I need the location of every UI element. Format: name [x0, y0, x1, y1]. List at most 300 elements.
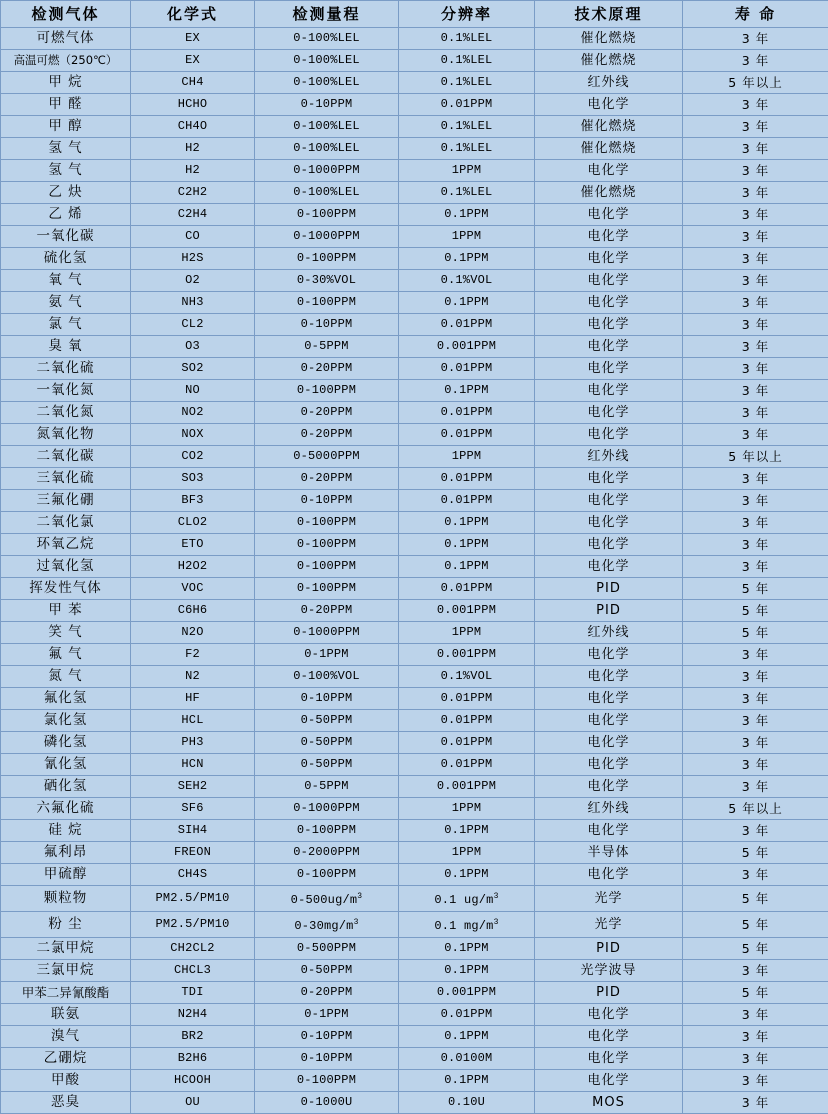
table-row: [1, 710, 828, 732]
cell-formula: HCN: [131, 754, 255, 776]
table-row: [1, 798, 828, 820]
cell-principle: 电化学: [535, 424, 683, 446]
cell-gas-name: 恶臭: [1, 1092, 131, 1114]
table-row: [1, 622, 828, 644]
table-row: [1, 1026, 828, 1048]
cell-range: 0-1PPM: [255, 1004, 399, 1026]
cell-gas-name: 硅 烷: [1, 820, 131, 842]
cell-formula: H2: [131, 160, 255, 182]
cell-principle: 电化学: [535, 534, 683, 556]
cell-lifetime: 3 年: [683, 864, 828, 886]
cell-gas-name: 甲 苯: [1, 600, 131, 622]
cell-range: 0-100%LEL: [255, 28, 399, 50]
cell-lifetime: 5 年: [683, 982, 828, 1004]
cell-range: 0-50PPM: [255, 754, 399, 776]
cell-principle: 电化学: [535, 776, 683, 798]
table-row: [1, 556, 828, 578]
table-row: [1, 960, 828, 982]
cell-principle: 电化学: [535, 1004, 683, 1026]
cell-gas-name: 三氯甲烷: [1, 960, 131, 982]
cell-formula: SO3: [131, 468, 255, 490]
cell-principle: 电化学: [535, 1026, 683, 1048]
cell-principle: 电化学: [535, 204, 683, 226]
cell-range: 0-10PPM: [255, 688, 399, 710]
table-row: [1, 534, 828, 556]
cell-lifetime: 3 年: [683, 28, 828, 50]
cell-resolution: 0.001PPM: [399, 776, 535, 798]
cell-principle: 电化学: [535, 732, 683, 754]
cell-gas-name: 一氧化氮: [1, 380, 131, 402]
cell-formula: H2S: [131, 248, 255, 270]
cell-formula: CH4O: [131, 116, 255, 138]
column-header-lifetime: 寿 命: [683, 1, 828, 28]
cell-principle: PID: [535, 600, 683, 622]
cell-gas-name: 颗粒物: [1, 886, 131, 912]
cell-lifetime: 3 年: [683, 1004, 828, 1026]
cell-principle: 电化学: [535, 490, 683, 512]
table-row: [1, 160, 828, 182]
cell-lifetime: 3 年: [683, 732, 828, 754]
cell-principle: 电化学: [535, 314, 683, 336]
cell-formula: HCL: [131, 710, 255, 732]
column-header-resolution: 分辨率: [399, 1, 535, 28]
cell-lifetime: 3 年: [683, 160, 828, 182]
cell-resolution: 0.1PPM: [399, 534, 535, 556]
cell-gas-name: 氢 气: [1, 138, 131, 160]
cell-gas-name: 硫化氢: [1, 248, 131, 270]
cell-gas-name: 氯化氢: [1, 710, 131, 732]
table-row: [1, 982, 828, 1004]
cell-formula: SEH2: [131, 776, 255, 798]
cell-principle: 电化学: [535, 864, 683, 886]
cell-formula: BR2: [131, 1026, 255, 1048]
table-row: [1, 666, 828, 688]
cell-lifetime: 3 年: [683, 248, 828, 270]
table-row: [1, 138, 828, 160]
cell-resolution: 0.1%LEL: [399, 182, 535, 204]
cell-principle: 电化学: [535, 248, 683, 270]
cell-formula: CO2: [131, 446, 255, 468]
cell-lifetime: 3 年: [683, 710, 828, 732]
cell-resolution: 0.1%VOL: [399, 270, 535, 292]
cell-resolution: 0.1PPM: [399, 864, 535, 886]
table-row: [1, 1004, 828, 1026]
table-row: [1, 116, 828, 138]
cell-gas-name: 三氧化硫: [1, 468, 131, 490]
table-row: [1, 380, 828, 402]
cell-resolution: 0.001PPM: [399, 644, 535, 666]
cell-range: 0-20PPM: [255, 402, 399, 424]
cell-resolution: 0.01PPM: [399, 732, 535, 754]
cell-lifetime: 3 年: [683, 688, 828, 710]
cell-range: 0-100PPM: [255, 1070, 399, 1092]
table-row: [1, 402, 828, 424]
cell-gas-name: 笑 气: [1, 622, 131, 644]
cell-formula: CO: [131, 226, 255, 248]
cell-lifetime: 3 年: [683, 94, 828, 116]
cell-lifetime: 3 年: [683, 314, 828, 336]
cell-principle: 催化燃烧: [535, 28, 683, 50]
table-row: [1, 490, 828, 512]
cell-formula: F2: [131, 644, 255, 666]
cell-lifetime: 3 年: [683, 138, 828, 160]
table-row: [1, 1070, 828, 1092]
cell-gas-name: 二氧化氯: [1, 512, 131, 534]
cell-formula: H2O2: [131, 556, 255, 578]
cell-principle: 催化燃烧: [535, 138, 683, 160]
cell-range: 0-1000PPM: [255, 160, 399, 182]
table-row: [1, 424, 828, 446]
table-row: [1, 1092, 828, 1114]
cell-formula: H2: [131, 138, 255, 160]
cell-principle: 电化学: [535, 292, 683, 314]
cell-lifetime: 3 年: [683, 424, 828, 446]
cell-formula: NH3: [131, 292, 255, 314]
cell-gas-name: 氟 气: [1, 644, 131, 666]
cell-principle: MOS: [535, 1092, 683, 1114]
cell-principle: 电化学: [535, 1048, 683, 1070]
cell-lifetime: 3 年: [683, 1026, 828, 1048]
cell-formula: EX: [131, 28, 255, 50]
cell-gas-name: 二氯甲烷: [1, 938, 131, 960]
cell-principle: 电化学: [535, 666, 683, 688]
cell-gas-name: 氮 气: [1, 666, 131, 688]
cell-lifetime: 3 年: [683, 468, 828, 490]
cell-lifetime: 5 年: [683, 886, 828, 912]
cell-range: 0-100%LEL: [255, 50, 399, 72]
cell-principle: 电化学: [535, 710, 683, 732]
cell-resolution: 1PPM: [399, 446, 535, 468]
cell-lifetime: 5 年以上: [683, 72, 828, 94]
cell-gas-name: 氯 气: [1, 314, 131, 336]
cell-resolution: 1PPM: [399, 798, 535, 820]
cell-lifetime: 3 年: [683, 116, 828, 138]
cell-resolution: 0.01PPM: [399, 754, 535, 776]
cell-lifetime: 3 年: [683, 1092, 828, 1114]
cell-principle: 电化学: [535, 468, 683, 490]
table-row: [1, 886, 828, 912]
cell-resolution: 0.01PPM: [399, 578, 535, 600]
cell-resolution: 0.01PPM: [399, 94, 535, 116]
table-row: [1, 226, 828, 248]
cell-lifetime: 5 年: [683, 622, 828, 644]
table-row: [1, 248, 828, 270]
cell-principle: 半导体: [535, 842, 683, 864]
cell-resolution: 0.1 $ug/m^3$: [399, 886, 535, 912]
cell-gas-name: 联氨: [1, 1004, 131, 1026]
cell-range: 0-1000PPM: [255, 226, 399, 248]
cell-gas-name: 乙硼烷: [1, 1048, 131, 1070]
cell-gas-name: 环氧乙烷: [1, 534, 131, 556]
cell-range: 0-100PPM: [255, 534, 399, 556]
table-row: [1, 270, 828, 292]
cell-formula: PM2.5/PM10: [131, 886, 255, 912]
cell-lifetime: 3 年: [683, 960, 828, 982]
cell-gas-name: 可燃气体: [1, 28, 131, 50]
cell-lifetime: 3 年: [683, 534, 828, 556]
cell-range: $0-500ug/m^3$: [255, 886, 399, 912]
cell-range: 0-100PPM: [255, 204, 399, 226]
cell-range: 0-100%VOL: [255, 666, 399, 688]
cell-resolution: 0.1PPM: [399, 556, 535, 578]
cell-formula: OU: [131, 1092, 255, 1114]
cell-gas-name: 氮氧化物: [1, 424, 131, 446]
cell-range: 0-10PPM: [255, 1048, 399, 1070]
cell-formula: NO2: [131, 402, 255, 424]
cell-resolution: 0.1PPM: [399, 204, 535, 226]
cell-principle: PID: [535, 982, 683, 1004]
cell-range: 0-100PPM: [255, 820, 399, 842]
cell-formula: HCOOH: [131, 1070, 255, 1092]
cell-resolution: 0.01PPM: [399, 424, 535, 446]
cell-lifetime: 3 年: [683, 402, 828, 424]
cell-range: 0-100PPM: [255, 380, 399, 402]
cell-lifetime: 3 年: [683, 754, 828, 776]
cell-gas-name: 氨 气: [1, 292, 131, 314]
table-row: [1, 776, 828, 798]
cell-gas-name: 粉 尘: [1, 912, 131, 938]
cell-lifetime: 3 年: [683, 182, 828, 204]
cell-gas-name: 甲 醛: [1, 94, 131, 116]
cell-principle: 电化学: [535, 688, 683, 710]
cell-lifetime: 3 年: [683, 1070, 828, 1092]
cell-principle: 催化燃烧: [535, 116, 683, 138]
cell-gas-name: 二氧化碳: [1, 446, 131, 468]
cell-formula: SF6: [131, 798, 255, 820]
cell-lifetime: 3 年: [683, 820, 828, 842]
cell-resolution: 0.1PPM: [399, 1026, 535, 1048]
cell-gas-name: 臭 氧: [1, 336, 131, 358]
cell-resolution: 0.1%LEL: [399, 116, 535, 138]
cell-formula: C2H2: [131, 182, 255, 204]
cell-formula: SO2: [131, 358, 255, 380]
cell-formula: BF3: [131, 490, 255, 512]
cell-range: 0-10PPM: [255, 94, 399, 116]
cell-formula: C2H4: [131, 204, 255, 226]
cell-range: 0-100%LEL: [255, 116, 399, 138]
cell-principle: PID: [535, 578, 683, 600]
cell-range: 0-50PPM: [255, 710, 399, 732]
cell-range: 0-1000PPM: [255, 622, 399, 644]
cell-gas-name: 过氧化氢: [1, 556, 131, 578]
table-row: [1, 468, 828, 490]
cell-formula: O2: [131, 270, 255, 292]
cell-gas-name: 甲酸: [1, 1070, 131, 1092]
column-header-formula: 化学式: [131, 1, 255, 28]
cell-principle: 电化学: [535, 380, 683, 402]
cell-principle: 电化学: [535, 820, 683, 842]
table-row: [1, 204, 828, 226]
cell-principle: 电化学: [535, 754, 683, 776]
cell-principle: 电化学: [535, 556, 683, 578]
table-row: [1, 732, 828, 754]
cell-formula: N2: [131, 666, 255, 688]
cell-formula: N2O: [131, 622, 255, 644]
cell-principle: 红外线: [535, 446, 683, 468]
cell-range: 0-50PPM: [255, 960, 399, 982]
cell-range: 0-20PPM: [255, 424, 399, 446]
table-row: [1, 314, 828, 336]
cell-gas-name: 乙 烯: [1, 204, 131, 226]
cell-resolution: 0.01PPM: [399, 314, 535, 336]
table-row: [1, 600, 828, 622]
cell-principle: 红外线: [535, 798, 683, 820]
cell-formula: O3: [131, 336, 255, 358]
cell-gas-name: 六氟化硫: [1, 798, 131, 820]
cell-resolution: 0.1%LEL: [399, 138, 535, 160]
cell-gas-name: 甲硫醇: [1, 864, 131, 886]
cell-resolution: 0.001PPM: [399, 336, 535, 358]
cell-gas-name: 溴气: [1, 1026, 131, 1048]
cell-resolution: 0.1%LEL: [399, 28, 535, 50]
cell-range: 0-20PPM: [255, 982, 399, 1004]
cell-formula: EX: [131, 50, 255, 72]
cell-principle: 电化学: [535, 1070, 683, 1092]
cell-principle: 电化学: [535, 94, 683, 116]
cell-lifetime: 3 年: [683, 336, 828, 358]
cell-resolution: 1PPM: [399, 226, 535, 248]
cell-resolution: 0.1%VOL: [399, 666, 535, 688]
cell-gas-name: 氟利昂: [1, 842, 131, 864]
cell-lifetime: 3 年: [683, 50, 828, 72]
cell-principle: 红外线: [535, 622, 683, 644]
cell-resolution: 0.1 $mg/m^3$: [399, 912, 535, 938]
cell-resolution: 0.1%LEL: [399, 50, 535, 72]
cell-formula: N2H4: [131, 1004, 255, 1026]
cell-range: 0-100PPM: [255, 578, 399, 600]
table-row: [1, 182, 828, 204]
cell-principle: 电化学: [535, 270, 683, 292]
table-row: [1, 644, 828, 666]
table-row: [1, 1048, 828, 1070]
cell-range: 0-10PPM: [255, 490, 399, 512]
table-row: [1, 688, 828, 710]
cell-gas-name: 甲 烷: [1, 72, 131, 94]
cell-resolution: 0.001PPM: [399, 982, 535, 1004]
cell-lifetime: 3 年: [683, 226, 828, 248]
cell-range: 0-100PPM: [255, 512, 399, 534]
cell-resolution: 0.1PPM: [399, 960, 535, 982]
table-row: [1, 28, 828, 50]
cell-lifetime: 3 年: [683, 644, 828, 666]
cell-lifetime: 3 年: [683, 490, 828, 512]
cell-formula: VOC: [131, 578, 255, 600]
cell-formula: PM2.5/PM10: [131, 912, 255, 938]
cell-resolution: 1PPM: [399, 842, 535, 864]
cell-range: 0-100PPM: [255, 248, 399, 270]
cell-formula: CH4S: [131, 864, 255, 886]
cell-gas-name: 甲 醇: [1, 116, 131, 138]
cell-range: 0-10PPM: [255, 314, 399, 336]
cell-resolution: 1PPM: [399, 622, 535, 644]
table-header-row: [1, 1, 828, 28]
cell-range: 0-10PPM: [255, 1026, 399, 1048]
cell-gas-name: 挥发性气体: [1, 578, 131, 600]
cell-formula: NO: [131, 380, 255, 402]
table-row: [1, 754, 828, 776]
cell-range: 0-5PPM: [255, 776, 399, 798]
cell-range: 0-20PPM: [255, 468, 399, 490]
cell-formula: SIH4: [131, 820, 255, 842]
cell-resolution: 0.1PPM: [399, 380, 535, 402]
cell-lifetime: 5 年: [683, 600, 828, 622]
cell-lifetime: 5 年以上: [683, 446, 828, 468]
cell-range: 0-100PPM: [255, 864, 399, 886]
cell-principle: 光学: [535, 886, 683, 912]
table-row: [1, 864, 828, 886]
cell-range: 0-100PPM: [255, 556, 399, 578]
cell-lifetime: 3 年: [683, 380, 828, 402]
cell-resolution: 0.01PPM: [399, 468, 535, 490]
table-row: [1, 94, 828, 116]
cell-resolution: 0.001PPM: [399, 600, 535, 622]
table-row: [1, 842, 828, 864]
table-row: [1, 446, 828, 468]
cell-lifetime: 5 年: [683, 912, 828, 938]
table-body: [1, 28, 828, 1114]
table-row: [1, 292, 828, 314]
cell-gas-name: 硒化氢: [1, 776, 131, 798]
cell-resolution: 0.1PPM: [399, 1070, 535, 1092]
cell-formula: TDI: [131, 982, 255, 1004]
cell-resolution: 0.01PPM: [399, 688, 535, 710]
cell-lifetime: 5 年以上: [683, 798, 828, 820]
cell-gas-name: 磷化氢: [1, 732, 131, 754]
cell-formula: HCHO: [131, 94, 255, 116]
cell-resolution: 0.1PPM: [399, 512, 535, 534]
cell-gas-name: 氧 气: [1, 270, 131, 292]
cell-lifetime: 3 年: [683, 776, 828, 798]
cell-lifetime: 3 年: [683, 1048, 828, 1070]
cell-range: $0-30mg/m^3$: [255, 912, 399, 938]
cell-formula: FREON: [131, 842, 255, 864]
cell-formula: CH4: [131, 72, 255, 94]
cell-principle: 电化学: [535, 336, 683, 358]
cell-formula: HF: [131, 688, 255, 710]
cell-range: 0-30%VOL: [255, 270, 399, 292]
cell-resolution: 0.1PPM: [399, 292, 535, 314]
cell-gas-name: 一氧化碳: [1, 226, 131, 248]
cell-lifetime: 3 年: [683, 512, 828, 534]
cell-resolution: 0.01PPM: [399, 490, 535, 512]
cell-gas-name: 乙 炔: [1, 182, 131, 204]
cell-formula: CH2CL2: [131, 938, 255, 960]
cell-resolution: 0.1%LEL: [399, 72, 535, 94]
cell-gas-name: 氟化氢: [1, 688, 131, 710]
cell-gas-name: 三氟化硼: [1, 490, 131, 512]
cell-range: 0-20PPM: [255, 358, 399, 380]
column-header-gas: 检测气体: [1, 1, 131, 28]
cell-lifetime: 3 年: [683, 292, 828, 314]
cell-gas-name: 二氧化氮: [1, 402, 131, 424]
cell-resolution: 0.01PPM: [399, 710, 535, 732]
table-row: [1, 578, 828, 600]
cell-range: 0-1PPM: [255, 644, 399, 666]
cell-range: 0-100%LEL: [255, 182, 399, 204]
cell-lifetime: 3 年: [683, 556, 828, 578]
column-header-range: 检测量程: [255, 1, 399, 28]
cell-lifetime: 3 年: [683, 358, 828, 380]
cell-lifetime: 3 年: [683, 270, 828, 292]
cell-range: 0-500PPM: [255, 938, 399, 960]
cell-formula: CLO2: [131, 512, 255, 534]
table-row: [1, 512, 828, 534]
cell-resolution: 0.1PPM: [399, 938, 535, 960]
cell-principle: 电化学: [535, 358, 683, 380]
cell-formula: ETO: [131, 534, 255, 556]
table-row: [1, 820, 828, 842]
cell-gas-name: 氰化氢: [1, 754, 131, 776]
